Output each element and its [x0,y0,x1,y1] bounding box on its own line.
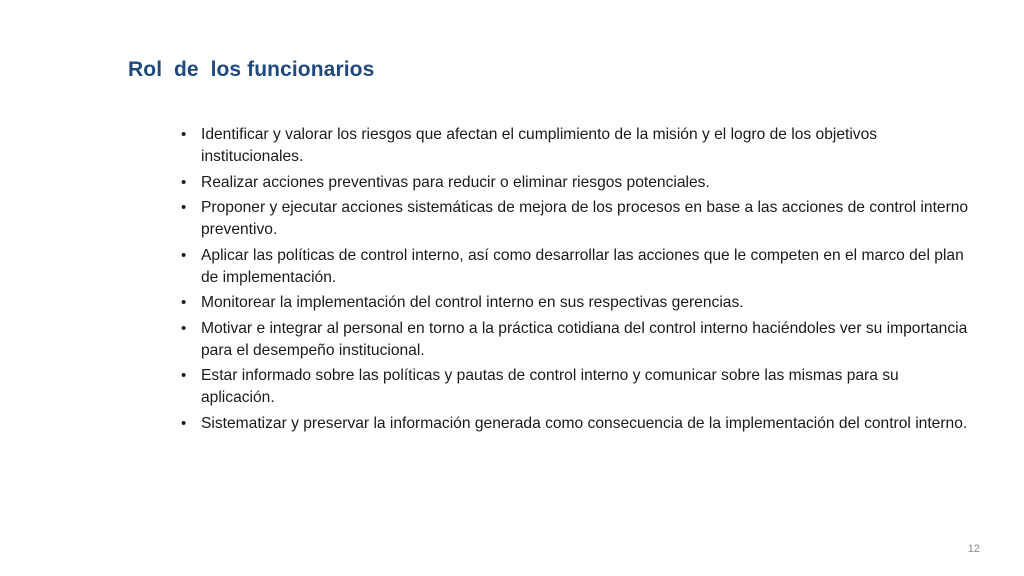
bullet-text: Realizar acciones preventivas para reducir o eliminar riesgos potenciales. [201,173,710,191]
bullet-icon: • [181,367,187,384]
bullet-icon: • [181,294,187,311]
bullet-list [180,124,970,438]
list-item [180,318,970,362]
list-item [180,124,970,168]
bullet-icon: • [181,199,187,216]
bullet-text: Identificar y valorar los riesgos que afectan el cumplimiento de la misión y el logro de los objetivos institucionales. [201,126,878,165]
bullet-icon: • [181,126,187,143]
bullet-text: Proponer y ejecutar acciones sistemáticas de mejora de los procesos en base a las acciones de control interno preventivo. [201,199,969,238]
list-item [180,245,970,289]
bullet-text: Estar informado sobre las políticas y pautas de control interno y comunicar sobre las mismas para su aplicación. [201,367,899,406]
bullet-text: Monitorear la implementación del control interno en sus respectivas gerencias. [201,294,744,311]
bullet-text: Sistematizar y preservar la información generada como consecuencia de la implementación del control interno. [201,414,968,432]
list-item [180,197,970,241]
bullet-icon: • [181,319,187,337]
list-item [180,172,970,194]
list-item [180,292,970,314]
bullet-icon: • [181,414,187,432]
list-item [180,365,970,409]
slide-title: Rol de los funcionarios [128,58,375,81]
bullet-icon: • [181,173,187,191]
page-number: 12 [967,543,980,555]
bullet-text: Motivar e integrar al personal en torno a la práctica cotidiana del control interno haciéndoles ver su importancia para el desempeño institucional. [201,319,968,359]
list-item [180,413,970,435]
bullet-text: Aplicar las políticas de control interno, así como desarrollar las acciones que le competen en el marco del plan de implementación. [201,246,964,286]
bullet-icon: • [181,246,187,264]
